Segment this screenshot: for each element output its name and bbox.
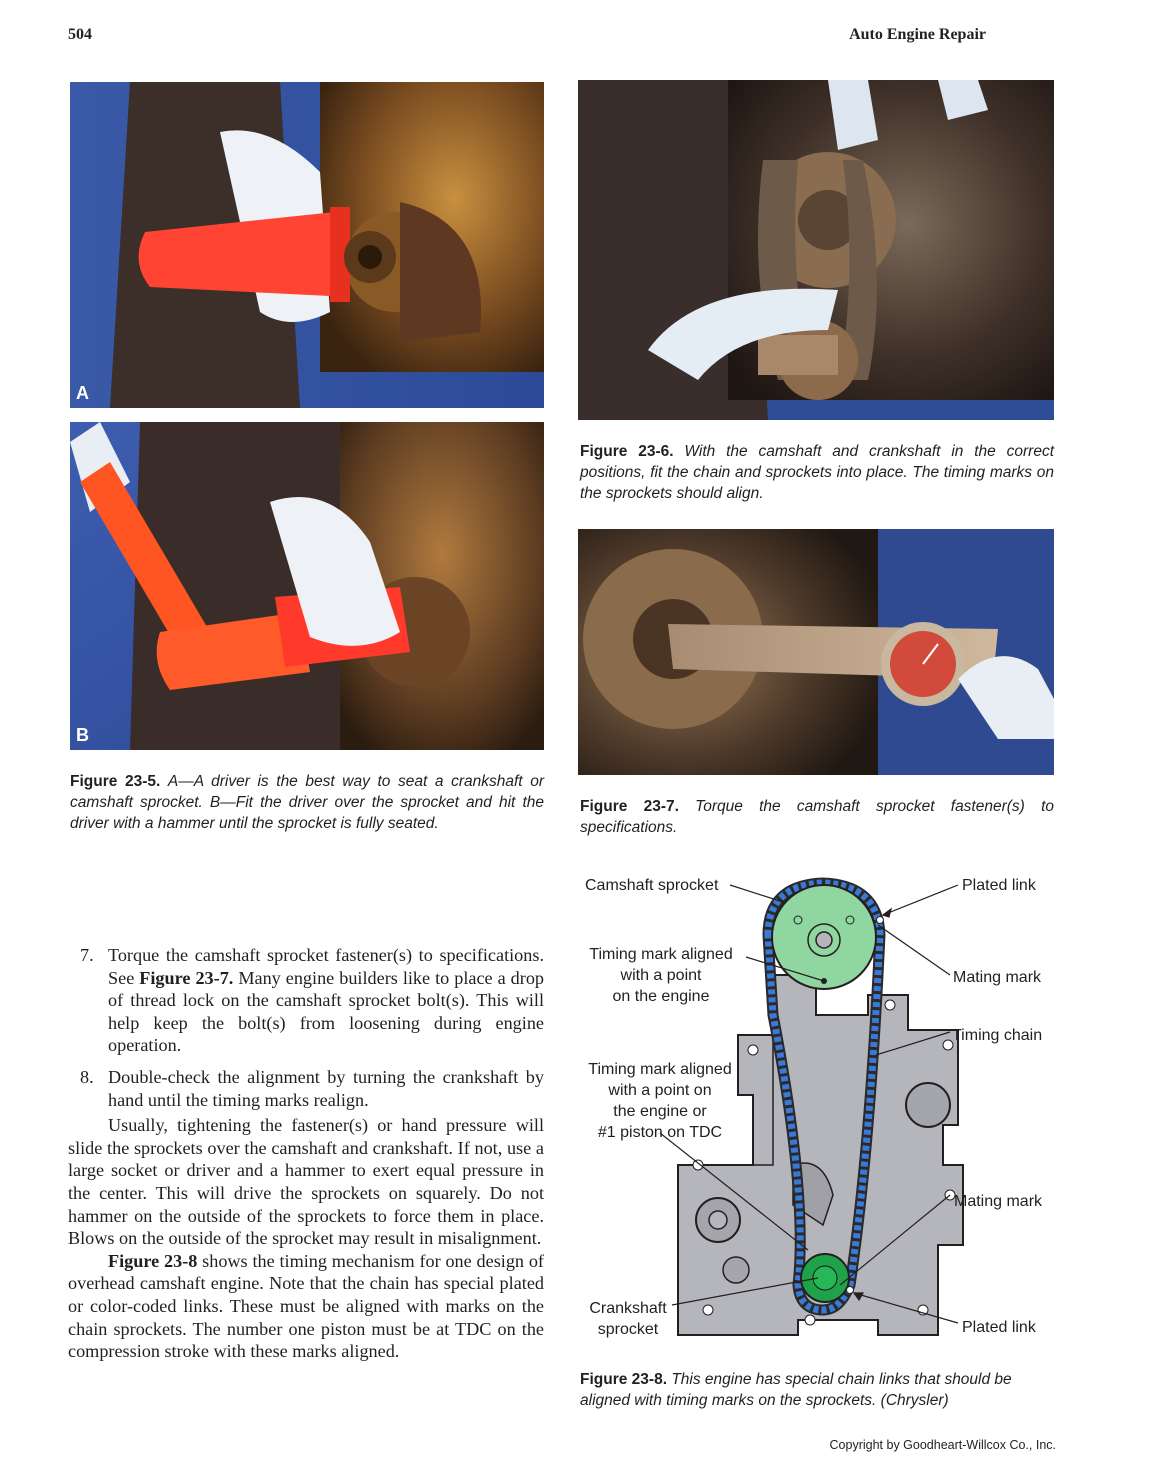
figure-23-6-caption-label: Figure 23-6.	[580, 443, 674, 460]
label-mating-mark-bottom: Mating mark	[954, 1193, 1043, 1210]
figure-23-7-caption	[580, 796, 1054, 838]
figure-23-6-caption-text: With the camshaft and crankshaft in the correct positions, fit the chain and sprockets into place. The timing marks on the sprockets should align.	[580, 443, 1054, 502]
label-plated-link-top: Plated link	[962, 877, 1036, 894]
figure-23-7-photo	[578, 529, 1054, 775]
figure-23-8-caption-text: This engine has special chain links that should be aligned with timing marks on the sprockets. (Chrysler)	[580, 1371, 1012, 1409]
label-plated-link-bottom: Plated link	[962, 1319, 1036, 1336]
panel-label-b: B	[76, 725, 89, 745]
label-crankshaft-sprocket-line1: Crankshaft	[589, 1300, 667, 1317]
label-crankshaft-sprocket	[580, 1298, 676, 1340]
figure-23-7-caption-label: Figure 23-7.	[580, 798, 679, 815]
paragraph-2	[68, 1250, 544, 1363]
label-timing-mark-engine	[584, 944, 738, 1007]
label-timing-mark-tdc-line3: the engine or	[613, 1103, 707, 1120]
figure-23-5b-photo	[70, 422, 544, 750]
label-timing-chain: Timing chain	[952, 1027, 1043, 1044]
procedure-steps	[68, 944, 544, 1111]
step-7-text-before: Torque the camshaft sprocket fastener(s) to specifications. See	[108, 945, 544, 988]
figure-23-5-caption-label: Figure 23-5.	[70, 773, 161, 790]
step-7	[68, 944, 544, 1057]
paragraph-2-text: shows the timing mechanism for one design of overhead camshaft engine. Note that the chain has special plated or color-coded links. These must be aligned with marks on the chain sprockets. The number one piston must be at TDC on the compression stroke with these marks aligned.	[68, 1250, 544, 1362]
label-timing-mark-tdc	[584, 1059, 736, 1143]
body-text	[68, 944, 544, 1363]
paragraph-1: Usually, tightening the fastener(s) or hand pressure will slide the sprockets over the camshaft and crankshaft. If not, use a large socket or driver and a hammer to exert equal pressure in the center. This will drive the sprockets on squarely. Do not hammer on the outside of the sprockets to force them in place. Blows on the outside of the sprocket may result in misalignment.	[68, 1115, 544, 1249]
step-7-text-after: Many engine builders like to place a drop of thread lock on the camshaft sprocket bolt(s). This will help keep the bolt(s) from loosening during engine operation.	[108, 967, 545, 1056]
label-crankshaft-sprocket-line2: sprocket	[597, 1321, 659, 1338]
step-8-text: Double-check the alignment by turning the crankshaft by hand until the timing marks realign.	[108, 1066, 544, 1110]
figure-23-7-caption-text: Torque the camshaft sprocket fastener(s) to specifications.	[580, 798, 1054, 836]
figure-23-5-caption-text: A—A driver is the best way to seat a crankshaft or camshaft sprocket. B—Fit the driver over the sprocket and hit the driver with a hammer until the sprocket is fully seated.	[70, 773, 544, 832]
copyright-notice: Copyright by Goodheart-Willcox Co., Inc.	[829, 1438, 1056, 1452]
running-head-title: Auto Engine Repair	[849, 26, 986, 43]
step-7-figure-ref: Figure 23-7.	[139, 967, 234, 988]
label-camshaft-sprocket: Camshaft sprocket	[585, 877, 719, 894]
label-timing-mark-engine-line1: Timing mark aligned	[589, 946, 733, 963]
label-mating-mark-top: Mating mark	[953, 969, 1042, 986]
step-7-number: 7.	[80, 945, 94, 965]
figure-23-6-photo	[578, 80, 1054, 420]
label-timing-mark-tdc-line4: #1 piston on TDC	[597, 1124, 723, 1141]
label-timing-mark-engine-line2: with a point	[620, 967, 702, 984]
page-number: 504	[68, 26, 92, 43]
step-8	[68, 1066, 544, 1111]
water-pump-bore	[906, 1083, 950, 1127]
label-timing-mark-tdc-line2: with a point on	[608, 1082, 712, 1099]
label-timing-mark-tdc-line1: Timing mark aligned	[588, 1061, 732, 1078]
figure-23-5a-photo	[70, 82, 544, 408]
figure-23-8-caption-label: Figure 23-8.	[580, 1371, 667, 1388]
figure-23-6-caption	[580, 441, 1054, 504]
figure-23-5-caption	[70, 771, 544, 834]
figure-23-8-caption	[580, 1369, 1058, 1411]
step-8-number: 8.	[80, 1066, 94, 1087]
label-timing-mark-engine-line3: on the engine	[612, 988, 710, 1005]
paragraph-2-figure-ref: Figure 23-8	[108, 1250, 198, 1271]
panel-label-a: A	[76, 383, 89, 403]
